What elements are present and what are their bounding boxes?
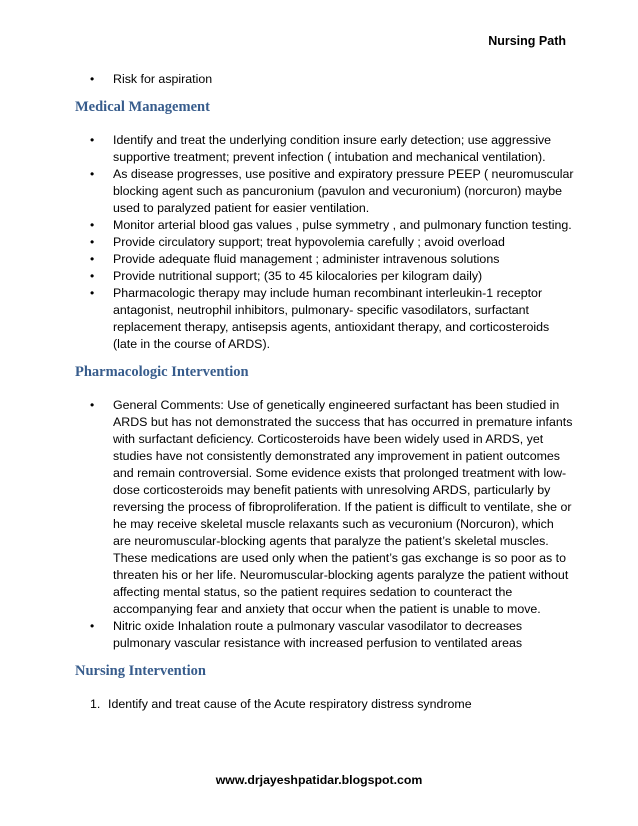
section-heading-pharmacologic: Pharmacologic Intervention [75,364,249,380]
list-item: • Risk for aspiration [90,72,213,86]
list-item: • Provide adequate fluid management ; administer intravenous solutions [90,252,500,266]
list-item: 1. Identify and treat cause of the Acute respiratory distress syndrome [90,697,472,711]
list-item: • Provide circulatory support; treat hypovolemia carefully ; avoid overload [90,235,505,249]
bullet-icon: • [90,235,95,249]
list-item: • As disease progresses, use positive and expiratory pressure PEEP ( neuromuscular blocking agent such as pancuronium (pavulon and vecuronium) (norcuron) maybe used to paralyzed patient for easier ventilation. [90,167,574,215]
list-item: • Provide nutritional support; (35 to 45 kilocalories per kilogram daily) [90,269,483,283]
bullet-icon: • [90,619,95,633]
bullet-icon: • [90,72,95,86]
section-heading-nursing: Nursing Intervention [75,663,206,679]
list-item: • Monitor arterial blood gas values , pulse symmetry , and pulmonary function testing. [90,218,572,232]
running-header: Nursing Path [488,34,566,48]
bullet-icon: • [90,286,95,300]
pharmacologic-list [75,397,575,652]
bullet-icon: • [90,218,95,232]
bullet-icon: • [90,167,95,181]
section-heading-medical: Medical Management [75,99,210,115]
bullet-icon: • [90,133,95,147]
nursing-list [75,696,575,713]
medical-list [75,132,575,353]
bullet-icon: • [90,398,95,412]
list-item: • Pharmacologic therapy may include human recombinant interleukin-1 receptor antagonist, neutrophil inhibitors, pulmonary- specific vasodilators, surfactant replacement therapy, antisepsis agents, antioxidant therapy, and corticosteroids (late in the course of ARDS). [90,286,550,351]
list-item: • Identify and treat the underlying condition insure early detection; use aggressive supportive treatment; prevent infection ( intubation and mechanical ventilation). [90,133,552,164]
list-number: 1. [90,697,101,711]
page-content [75,71,575,713]
bullet-icon: • [90,252,95,266]
bullet-icon: • [90,269,95,283]
footer-url: www.drjayeshpatidar.blogspot.com [215,773,423,787]
intro-list [75,71,575,88]
list-item: • Nitric oxide Inhalation route a pulmonary vascular vasodilator to decreases pulmonary vascular resistance with increased perfusion to ventilated areas [90,619,523,650]
list-item: • General Comments: Use of genetically engineered surfactant has been studied in ARDS but has not demonstrated the success that has occurred in premature infants with surfactant deficiency. Corticosteroids have been widely used in ARDS, yet studies have not consistently demonstrated any improvement in patient outcomes and remain controversial. Some evidence exists that prolonged treatment with low-dose corticosteroids may benefit patients with unresolving ARDS, particularly by reversing the process of fibroproliferation. If the patient is difficult to ventilate, she or he may receive skeletal muscle relaxants such as vecuronium (Norcuron), which are neuromuscular-blocking agents that paralyze the patient’s skeletal muscles. These medications are used only when the patient’s gas exchange is so poor as to threaten his or her life. Neuromuscular-blocking agents paralyze the patient without affecting mental status, so the patient requires sedation to counteract the accompanying fear and anxiety that occur when the patient is unable to move. [90,398,573,616]
